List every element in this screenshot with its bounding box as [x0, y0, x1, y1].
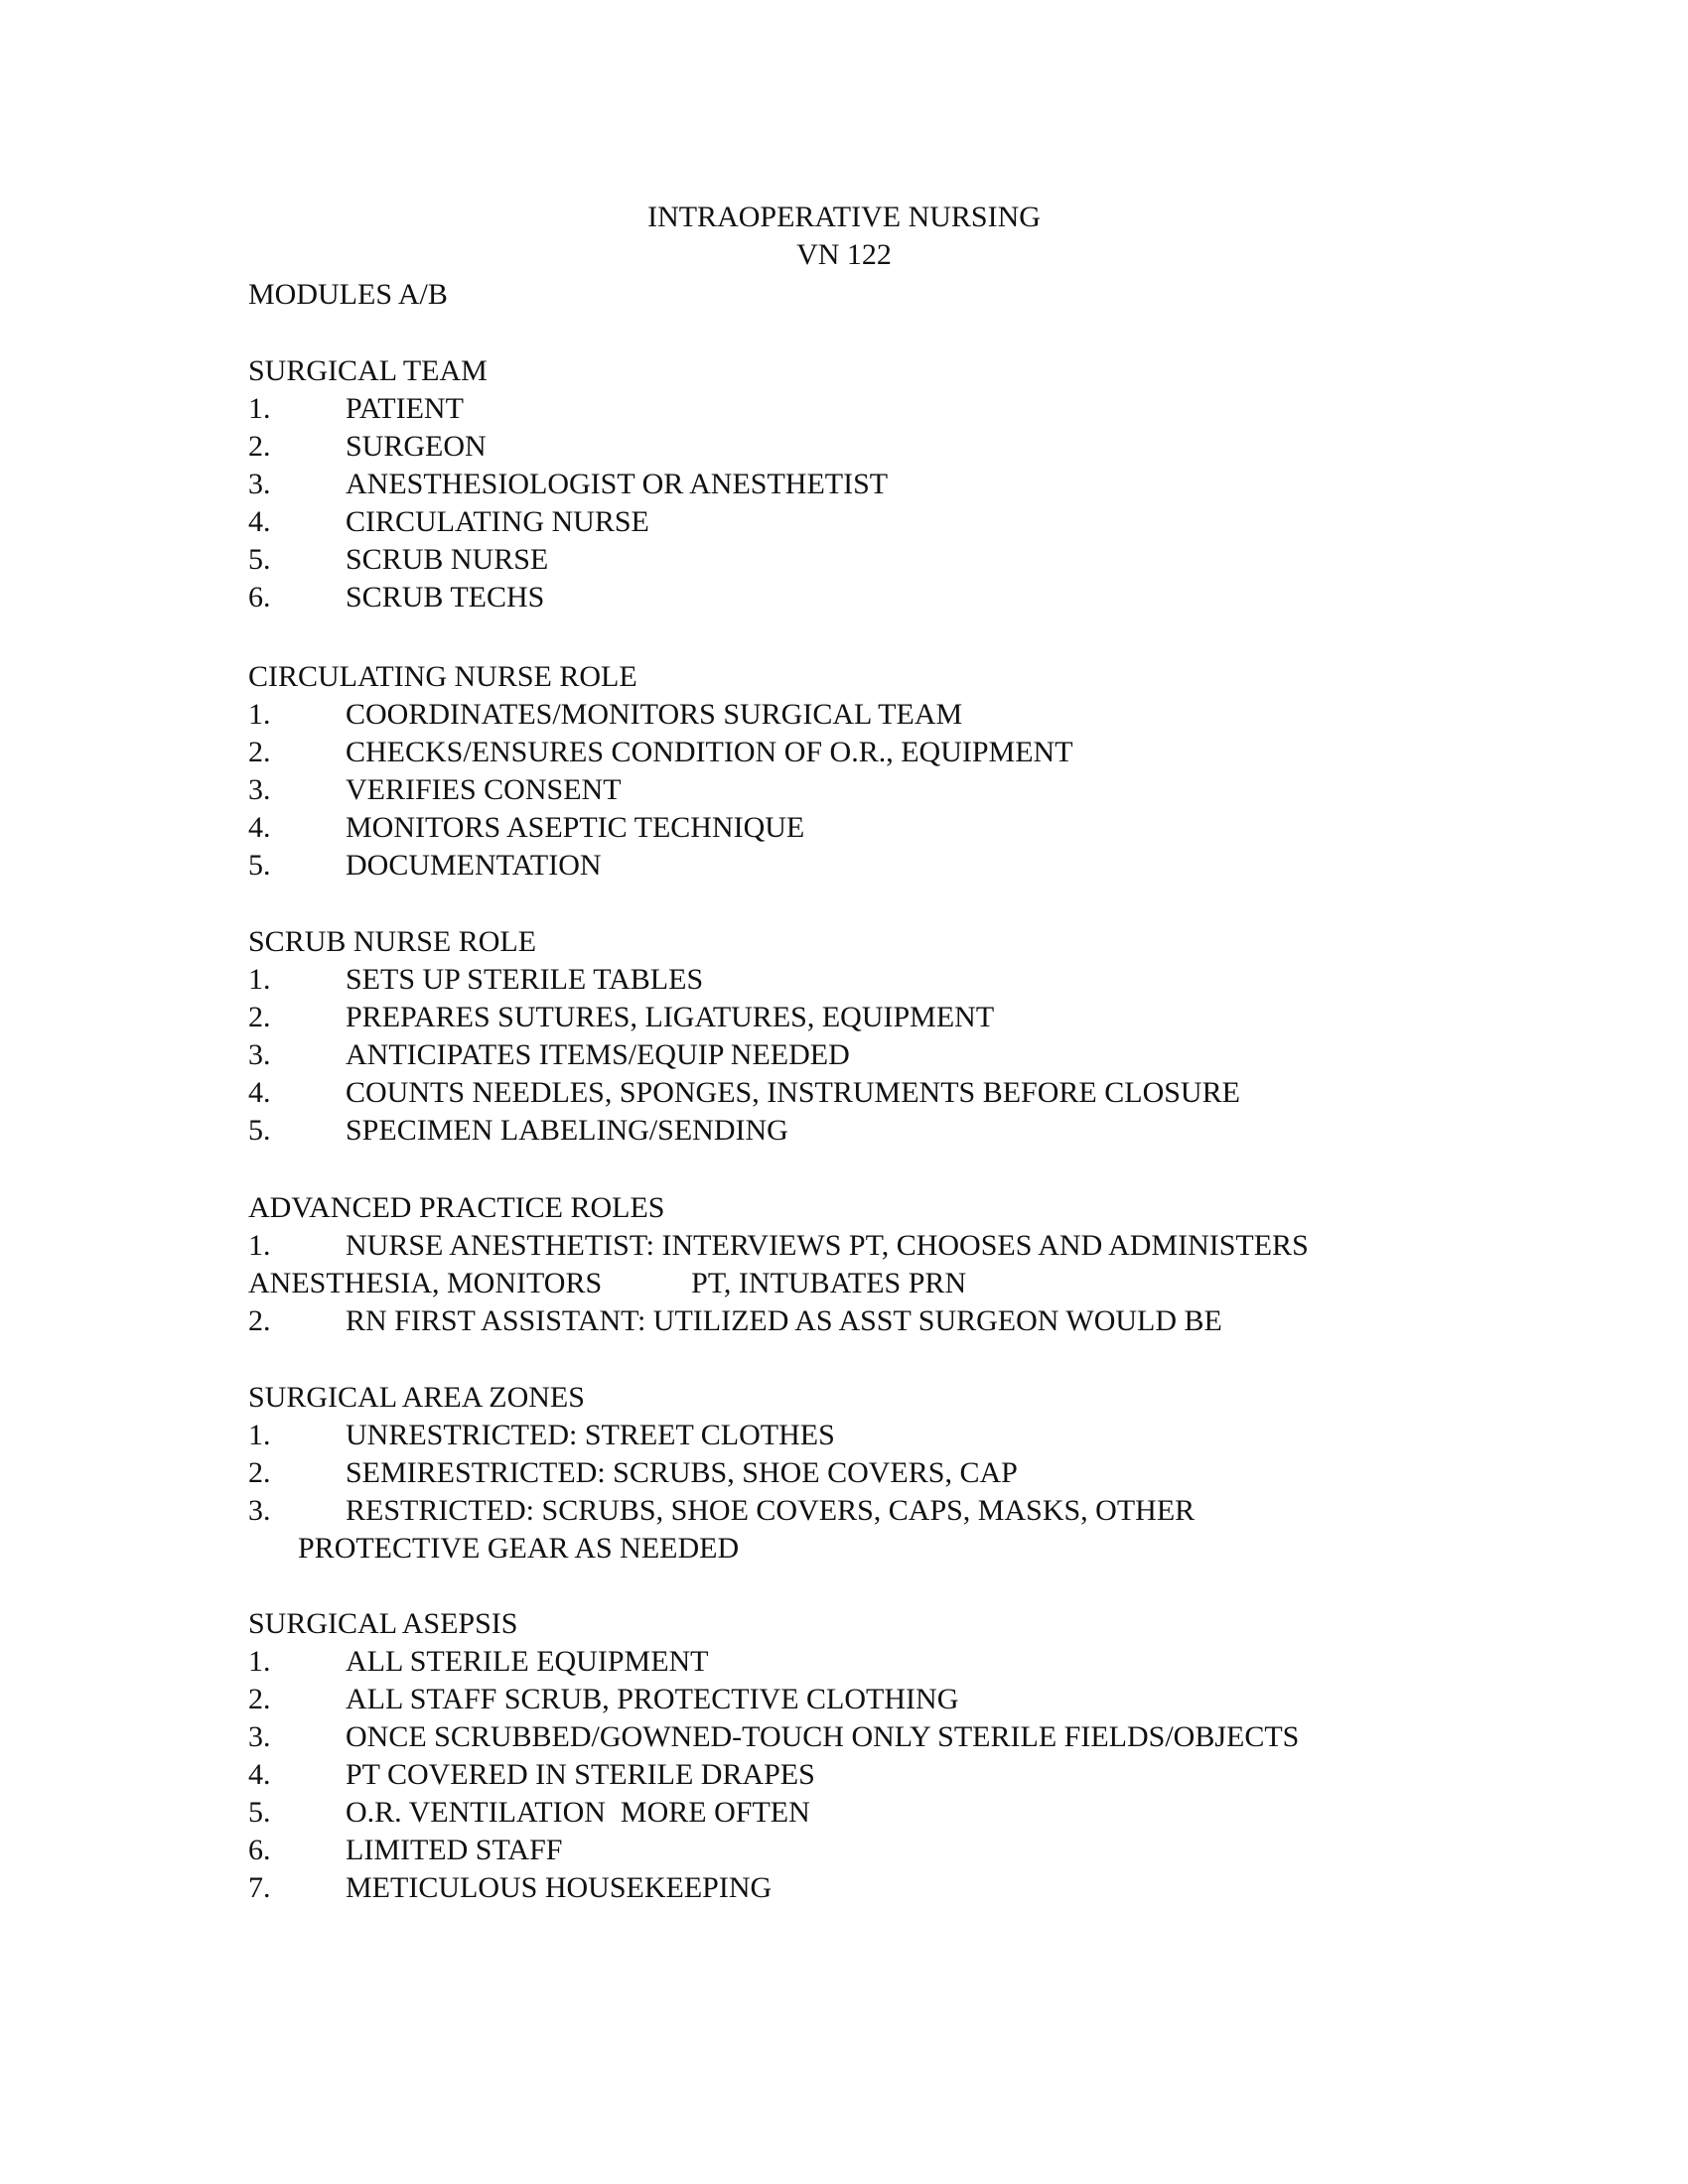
list-item: 1. PATIENT: [248, 392, 464, 425]
document-title: INTRAOPERATIVE NURSING: [647, 201, 1041, 233]
list-item: 5. SCRUB NURSE: [248, 543, 549, 576]
section-heading: SURGICAL ASEPSIS: [248, 1607, 518, 1640]
list-item: 1. COORDINATES/MONITORS SURGICAL TEAM: [248, 698, 963, 731]
course-code: VN 122: [796, 238, 892, 271]
list-item: 5. DOCUMENTATION: [248, 849, 602, 882]
list-item: 5. SPECIMEN LABELING/SENDING: [248, 1114, 788, 1147]
list-item: 4. CIRCULATING NURSE: [248, 505, 649, 538]
list-item: 4. MONITORS ASEPTIC TECHNIQUE: [248, 811, 805, 844]
list-item: 2. CHECKS/ENSURES CONDITION OF O.R., EQUIPMENT: [248, 736, 1073, 768]
list-item: 7. METICULOUS HOUSEKEEPING: [248, 1871, 773, 1904]
list-item: 2. SEMIRESTRICTED: SCRUBS, SHOE COVERS, CAP: [248, 1456, 1018, 1489]
list-item: 2. RN FIRST ASSISTANT: UTILIZED AS ASST SURGEON WOULD BE: [248, 1304, 1222, 1337]
list-item: 3. RESTRICTED: SCRUBS, SHOE COVERS, CAPS, MASKS, OTHER PROTECTIVE GEAR AS NEEDED: [248, 1492, 1489, 1568]
list-item: 2. ALL STAFF SCRUB, PROTECTIVE CLOTHING: [248, 1683, 959, 1715]
list-item: 4. COUNTS NEEDLES, SPONGES, INSTRUMENTS BEFORE CLOSURE: [248, 1076, 1240, 1109]
section-advanced-practice-roles: [248, 1189, 1489, 1340]
list-item: 5. O.R. VENTILATION MORE OFTEN: [248, 1796, 810, 1829]
list-item: 6. SCRUB TECHS: [248, 581, 545, 614]
list-item: 3. ONCE SCRUBBED/GOWNED-TOUCH ONLY STERILE FIELDS/OBJECTS: [248, 1720, 1300, 1753]
section-surgical-team: [248, 352, 1489, 616]
section-heading: CIRCULATING NURSE ROLE: [248, 660, 637, 693]
list-item: 3. ANESTHESIOLOGIST OR ANESTHETIST: [248, 468, 889, 500]
list-item: 1. NURSE ANESTHETIST: INTERVIEWS PT, CHOOSES AND ADMINISTERS ANESTHESIA, MONITORS PT, INTUBATES PRN: [248, 1227, 1489, 1302]
list-item: 1. UNRESTRICTED: STREET CLOTHES: [248, 1419, 835, 1451]
section-surgical-area-zones: [248, 1379, 1489, 1568]
section-heading: SURGICAL TEAM: [248, 354, 488, 387]
section-surgical-asepsis: [248, 1605, 1489, 1907]
list-item-continuation: PROTECTIVE GEAR AS NEEDED: [298, 1532, 740, 1565]
list-item: 2. PREPARES SUTURES, LIGATURES, EQUIPMENT: [248, 1001, 995, 1033]
section-circulating-nurse-role: [248, 658, 1489, 885]
list-item: 3. VERIFIES CONSENT: [248, 773, 622, 806]
list-item: 4. PT COVERED IN STERILE DRAPES: [248, 1758, 815, 1791]
list-item: 6. LIMITED STAFF: [248, 1834, 563, 1866]
list-item: 3. ANTICIPATES ITEMS/EQUIP NEEDED: [248, 1038, 850, 1071]
section-scrub-nurse-role: [248, 923, 1489, 1150]
list-item: 1. ALL STERILE EQUIPMENT: [248, 1645, 709, 1678]
section-heading: ADVANCED PRACTICE ROLES: [248, 1191, 665, 1224]
section-heading: SCRUB NURSE ROLE: [248, 925, 537, 958]
section-heading: SURGICAL AREA ZONES: [248, 1381, 585, 1414]
modules-label: MODULES A/B: [248, 278, 448, 311]
list-item-continuation: ANESTHESIA, MONITORS PT, INTUBATES PRN: [248, 1267, 967, 1299]
list-item: 2. SURGEON: [248, 430, 487, 463]
list-item: 1. SETS UP STERILE TABLES: [248, 963, 704, 996]
